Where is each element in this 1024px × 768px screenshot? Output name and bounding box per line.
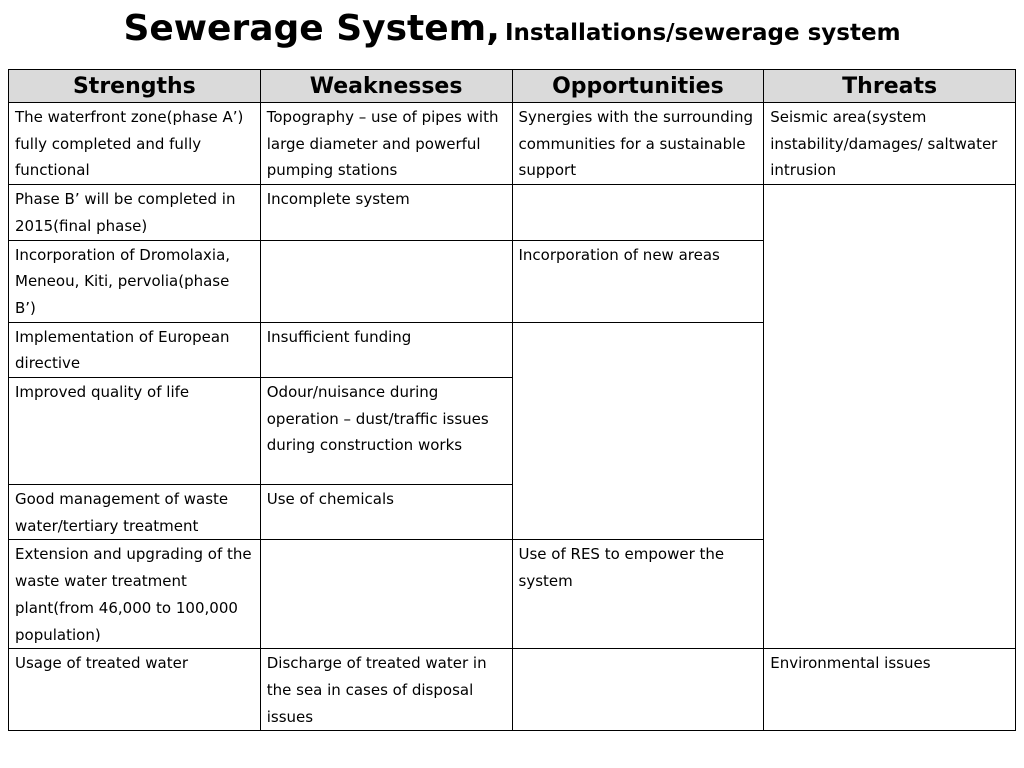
threat-cell: Environmental issues: [764, 649, 1016, 731]
threat-cell: Seismic area(system instability/damages/ saltwater intrusion: [764, 103, 1016, 185]
strength-cell: Incorporation of Dromolaxia, Meneou, Kiti, pervolia(phase B’): [9, 240, 261, 322]
table-row: [9, 649, 1016, 731]
header-opportunities: Opportunities: [512, 70, 764, 103]
weakness-cell: Insufficient funding: [260, 322, 512, 377]
header-weaknesses: Weaknesses: [260, 70, 512, 103]
strength-cell: Implementation of European directive: [9, 322, 261, 377]
threat-cell: [764, 185, 1016, 649]
opportunity-cell: Incorporation of new areas: [512, 240, 764, 322]
opportunity-cell: [512, 185, 764, 240]
weakness-cell: Discharge of treated water in the sea in cases of disposal issues: [260, 649, 512, 731]
strength-cell: Phase B’ will be completed in 2015(final phase): [9, 185, 261, 240]
table-row: [9, 103, 1016, 185]
weakness-cell: Odour/nuisance during operation – dust/traffic issues during construction works: [260, 378, 512, 485]
weakness-cell: [260, 240, 512, 322]
title-subtitle: Installations/sewerage system: [504, 20, 901, 46]
strength-cell: Good management of waste water/tertiary treatment: [9, 485, 261, 540]
strength-cell: Extension and upgrading of the waste water treatment plant(from 46,000 to 100,000 population): [9, 540, 261, 649]
weakness-cell: Use of chemicals: [260, 485, 512, 540]
strength-cell: Improved quality of life: [9, 378, 261, 485]
weakness-cell: Topography – use of pipes with large diameter and powerful pumping stations: [260, 103, 512, 185]
page-title: [0, 8, 1024, 49]
opportunity-cell: [512, 649, 764, 731]
header-threats: Threats: [764, 70, 1016, 103]
strength-cell: Usage of treated water: [9, 649, 261, 731]
table-row: [9, 185, 1016, 240]
opportunity-cell: Use of RES to empower the system: [512, 540, 764, 649]
strength-cell: The waterfront zone(phase A’) fully completed and fully functional: [9, 103, 261, 185]
opportunity-cell: Synergies with the surrounding communities for a sustainable support: [512, 103, 764, 185]
weakness-cell: [260, 540, 512, 649]
title-main: Sewerage System,: [123, 8, 500, 49]
header-row: [9, 70, 1016, 103]
header-strengths: Strengths: [9, 70, 261, 103]
opportunity-cell: [512, 322, 764, 540]
swot-table: [8, 69, 1016, 731]
weakness-cell: Incomplete system: [260, 185, 512, 240]
